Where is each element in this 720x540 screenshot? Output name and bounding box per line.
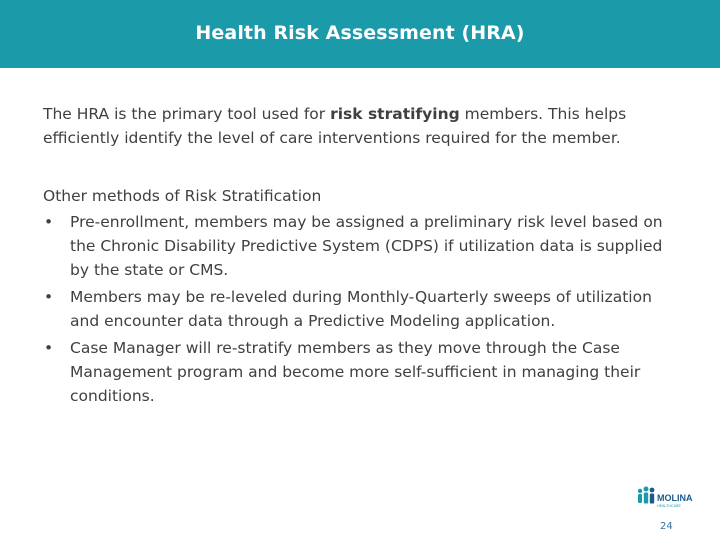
molina-people-logo-icon <box>634 484 700 512</box>
intro-paragraph <box>43 102 683 150</box>
intro-text-bold: risk stratifying <box>330 105 460 123</box>
slide-title: Health Risk Assessment (HRA) <box>195 22 525 44</box>
bullet-item <box>43 336 683 408</box>
bullet-dot-icon: • <box>44 339 54 357</box>
bullet-list <box>43 210 683 411</box>
logo-wordmark: MOLINA <box>657 493 693 503</box>
intro-text-before: The HRA is the primary tool used for <box>43 105 331 123</box>
page-number: 24 <box>660 521 673 532</box>
bullet-dot-icon: • <box>44 288 54 306</box>
bullet-text: Members may be re-leveled during Monthly-Quarterly sweeps of utilization and encounter data through a Predictive Modeling application. <box>70 288 652 330</box>
logo-subtext: HEALTHCARE <box>657 504 681 508</box>
bullet-dot-icon: • <box>44 213 54 231</box>
intro-text-after: members. This helps efficiently identify the level of care interventions required for the member. <box>43 105 627 147</box>
section-heading: Other methods of Risk Stratification <box>43 187 322 205</box>
bullet-text: Pre-enrollment, members may be assigned a preliminary risk level based on the Chronic Disability Predictive System (CDPS) if utilization data is supplied by the state or CMS. <box>70 213 663 279</box>
bullet-item <box>43 210 683 282</box>
bullet-text: Case Manager will re-stratify members as they move through the Case Management program and become more self-sufficient in managing their conditions. <box>70 339 641 405</box>
bullet-item <box>43 285 683 333</box>
slide-header <box>0 0 720 68</box>
